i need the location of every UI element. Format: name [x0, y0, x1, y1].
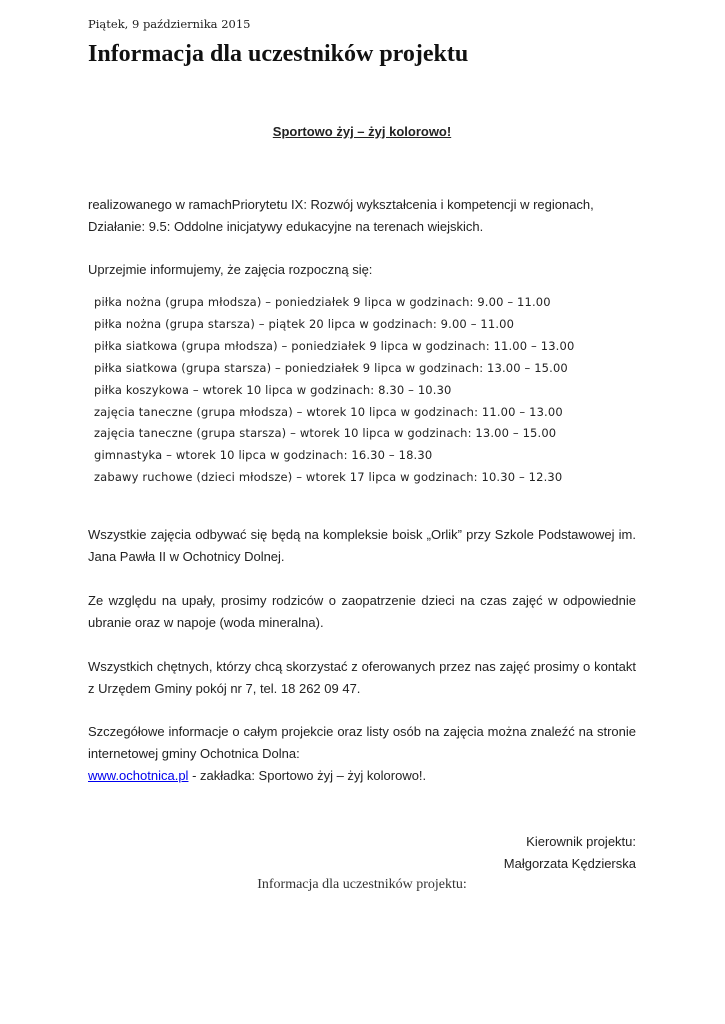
location-paragraph: Wszystkie zajęcia odbywać się będą na kompleksie boisk „Orlik” przy Szkole Podstawowej im. Jana Pawła II w Ochotnicy Dolnej.: [88, 527, 636, 564]
footer-title: Informacja dla uczestników projektu:: [257, 877, 467, 892]
signature-role: Kierownik projektu:: [526, 834, 636, 849]
announcement: Uprzejmie informujemy, że zajęcia rozpoczną się:: [88, 262, 373, 277]
schedule-list: [94, 292, 574, 489]
schedule-item: piłka siatkowa (grupa młodsza) – poniedziałek 9 lipca w godzinach: 11.00 – 13.00: [94, 338, 575, 353]
schedule-item: piłka koszykowa – wtorek 10 lipca w godzinach: 8.30 – 10.30: [94, 382, 452, 397]
schedule-item: gimnastyka – wtorek 10 lipca w godzinach: 16.30 – 18.30: [94, 448, 433, 463]
schedule-item: zabawy ruchowe (dzieci młodsze) – wtorek 17 lipca w godzinach: 10.30 – 12.30: [94, 470, 563, 485]
details-paragraph: [88, 721, 636, 787]
signature-name: Małgorzata Kędzierska: [503, 856, 636, 871]
project-name: Sportowo żyj – żyj kolorowo!: [272, 124, 452, 139]
page-title: Informacja dla uczestników projektu: [88, 41, 469, 67]
intro-line-1: realizowanego w ramachPriorytetu IX: Rozwój wykształcenia i kompetencji w regionach,: [88, 197, 594, 212]
contact-paragraph: Wszystkich chętnych, którzy chcą skorzystać z oferowanych przez nas zajęć prosimy o kontakt z Urzędem Gminy pokój nr 7, tel. 18 262 09 47.: [88, 659, 636, 696]
schedule-item: piłka siatkowa (grupa starsza) – poniedziałek 9 lipca w godzinach: 13.00 – 15.00: [94, 360, 568, 375]
intro-line-2: Działanie: 9.5: Oddolne inicjatywy edukacyjne na terenach wiejskich.: [88, 219, 484, 234]
intro-paragraph: [88, 194, 636, 238]
schedule-item: zajęcia taneczne (grupa młodsza) – wtorek 10 lipca w godzinach: 11.00 – 13.00: [94, 404, 563, 419]
schedule-item: piłka nożna (grupa starsza) – piątek 20 lipca w godzinach: 9.00 – 11.00: [94, 316, 515, 331]
website-link[interactable]: www.ochotnica.pl: [88, 768, 189, 783]
details-text: Szczegółowe informacje o całym projekcie oraz listy osób na zajęcia można znaleźć na stronie internetowej gminy Ochotnica Dolna:: [88, 724, 636, 761]
schedule-item: zajęcia taneczne (grupa starsza) – wtorek 10 lipca w godzinach: 13.00 – 15.00: [94, 426, 557, 441]
post-date: Piątek, 9 października 2015: [88, 17, 251, 31]
details-link-suffix: - zakładka: Sportowo żyj – żyj kolorowo!.: [188, 768, 427, 783]
heat-notice-paragraph: Ze względu na upały, prosimy rodziców o zaopatrzenie dzieci na czas zajęć w odpowiednie ubranie oraz w napoje (woda mineralna).: [88, 593, 636, 630]
schedule-item: piłka nożna (grupa młodsza) – poniedziałek 9 lipca w godzinach: 9.00 – 11.00: [94, 295, 551, 309]
